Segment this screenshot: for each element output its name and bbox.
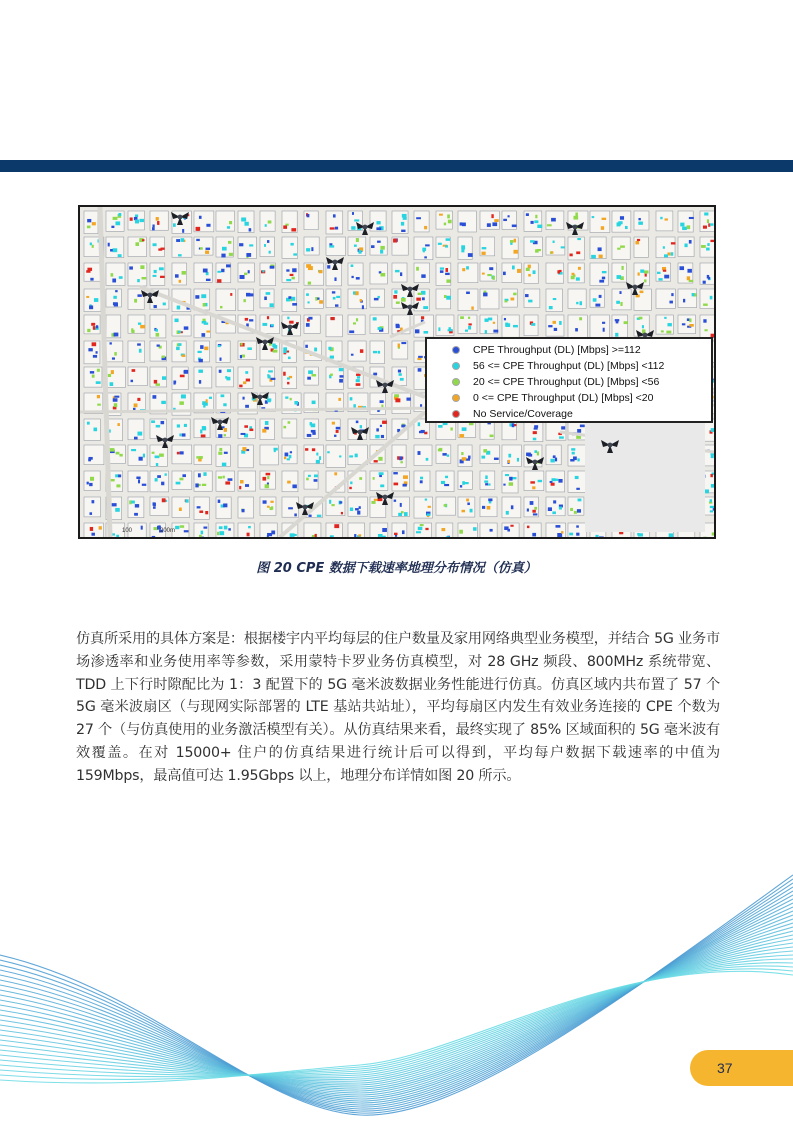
map-legend [425,337,713,423]
body-paragraph: 仿真所采用的具体方案是：根据楼宇内平均每层的住户数量及家用网络典型业务模型，并结合 5G 业务市场渗透率和业务使用率等参数，采用蒙特卡罗业务仿真模型，对 28 GHz 频段、800MHz 系统带宽、TDD 上下行时隙配比为 1：3 配置下的 5G 毫米波数据业务性能进行仿真。仿真区域内共布置了 57 个 5G 毫米波扇区（与现网实际部署的 LTE 基站共站址），平均每扇区内发生有效业务连接的 CPE 个数为 27 个（与仿真使用的业务激活模型有关）。从仿真结果来看，最终实现了 85% 区域面积的 5G 毫米波有效覆盖。在对 15000+ 住户的仿真结果进行统计后可以得到，平均每户数据下载速率的中值为 159Mbps，最高值可达 1.95Gbps 以上，地理分布详情如图 20 所示。 [76,631,720,784]
header-bar [0,160,793,172]
decorative-waves [0,860,793,1122]
legend-dot-icon [453,363,459,369]
legend-dot-icon [453,347,459,353]
page-number-badge [690,1050,793,1086]
figure-caption: 图 20 CPE 数据下载速率地理分布情况（仿真） [256,561,537,576]
scale-label: 200m [160,528,176,534]
legend-label: CPE Throughput (DL) [Mbps] >=112 [473,344,641,356]
legend-label: No Service/Coverage [473,408,573,420]
legend-dot-icon [453,411,459,417]
legend-label: 0 <= CPE Throughput (DL) [Mbps] <20 [473,392,654,404]
legend-row [427,342,711,358]
legend-row [427,374,711,390]
legend-row [427,406,711,422]
throughput-map-figure [78,205,716,539]
legend-dot-icon [453,379,459,385]
legend-dot-icon [453,395,459,401]
legend-label: 56 <= CPE Throughput (DL) [Mbps] <112 [473,360,665,372]
scale-label: 100 [122,528,133,534]
legend-row [427,390,711,406]
page-number: 37 [717,1060,733,1076]
legend-row [427,358,711,374]
legend-label: 20 <= CPE Throughput (DL) [Mbps] <56 [473,376,660,388]
